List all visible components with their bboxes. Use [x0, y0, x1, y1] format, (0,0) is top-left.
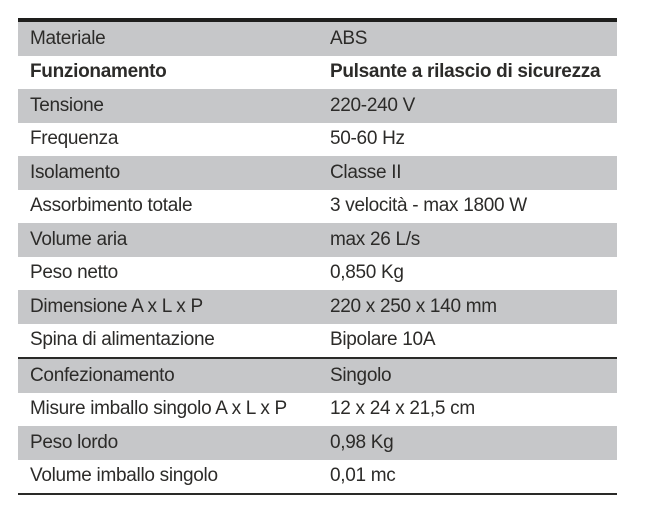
- spec-label: Frequenza: [30, 128, 119, 150]
- spec-value: 50-60 Hz: [330, 128, 405, 150]
- spec-value: Bipolare 10A: [330, 329, 436, 351]
- spec-label: Peso netto: [30, 262, 118, 284]
- spec-value: max 26 L/s: [330, 228, 420, 250]
- table-row: [18, 460, 617, 494]
- table-row: [18, 89, 617, 123]
- spec-value: ABS: [330, 27, 368, 49]
- table-row: [18, 359, 617, 393]
- spec-label: Funzionamento: [30, 61, 167, 83]
- table-row: [18, 393, 617, 427]
- spec-value: 0,850 Kg: [330, 262, 404, 284]
- spec-label: Volume imballo singolo: [30, 465, 218, 487]
- table-row: [18, 426, 617, 460]
- spec-value: Pulsante a rilascio di sicurezza: [330, 61, 601, 83]
- spec-value: 3 velocità - max 1800 W: [330, 195, 527, 217]
- spec-label: Peso lordo: [30, 431, 118, 453]
- table-row: [18, 190, 617, 224]
- spec-label: Confezionamento: [30, 364, 175, 386]
- table-row: [18, 156, 617, 190]
- spec-value: 220 x 250 x 140 mm: [330, 295, 497, 317]
- spec-label: Materiale: [30, 27, 106, 49]
- spec-label: Assorbimento totale: [30, 195, 193, 217]
- spec-label: Tensione: [30, 94, 104, 116]
- spec-label: Spina di alimentazione: [30, 329, 215, 351]
- table-row: [18, 290, 617, 324]
- table-row: [18, 257, 617, 291]
- spec-value: 0,98 Kg: [330, 431, 394, 453]
- table-row: [18, 324, 617, 358]
- spec-label: Volume aria: [30, 228, 128, 250]
- table-row: [18, 223, 617, 257]
- spec-value: 12 x 24 x 21,5 cm: [330, 398, 475, 420]
- spec-value: 220-240 V: [330, 94, 415, 116]
- spec-table: [18, 18, 617, 495]
- table-row: [18, 56, 617, 90]
- spec-value: 0,01 mc: [330, 465, 396, 487]
- spec-label: Isolamento: [30, 161, 120, 183]
- table-bottom-border: [18, 493, 617, 495]
- table-rows: [18, 22, 617, 493]
- spec-value: Singolo: [330, 364, 392, 386]
- table-row: [18, 123, 617, 157]
- spec-label: Dimensione A x L x P: [30, 295, 203, 317]
- spec-value: Classe II: [330, 161, 402, 183]
- spec-label: Misure imballo singolo A x L x P: [30, 398, 287, 420]
- table-row: [18, 22, 617, 56]
